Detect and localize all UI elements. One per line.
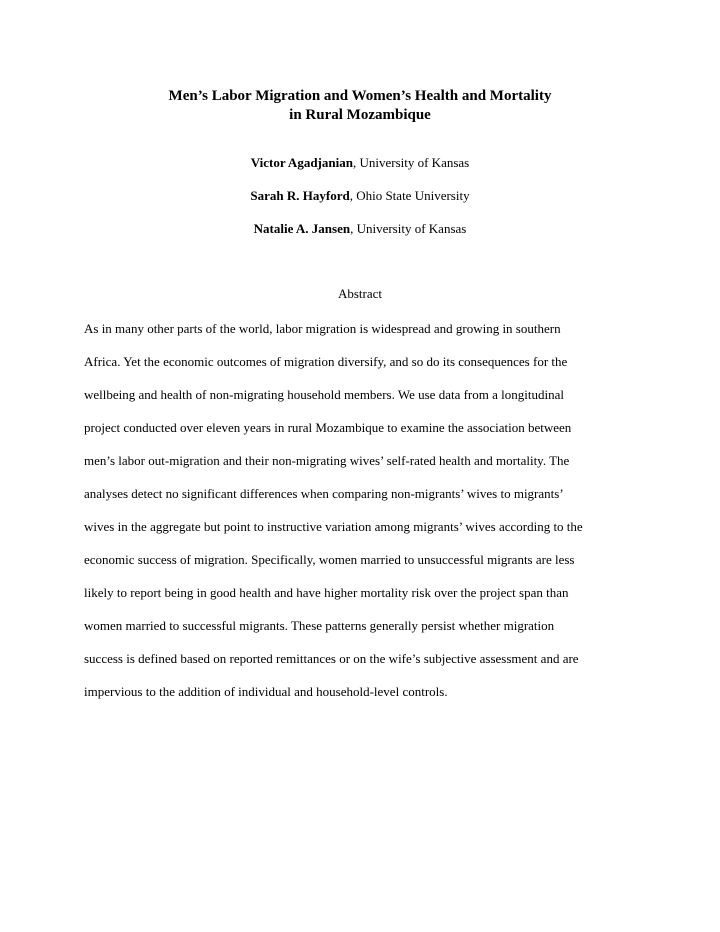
abstract-line: likely to report being in good health and have higher mortality risk over the project span than (84, 585, 569, 600)
author-name: Victor Agadjanian (250, 155, 353, 170)
abstract-line: project conducted over eleven years in rural Mozambique to examine the association between (84, 420, 572, 435)
author-name: Sarah R. Hayford (250, 188, 350, 203)
author-affiliation: , University of Kansas (352, 155, 470, 170)
abstract-line: wives in the aggregate but point to instructive variation among migrants’ wives according to the (84, 519, 583, 534)
abstract-line: analyses detect no significant differences when comparing non-migrants’ wives to migrants’ (84, 486, 564, 501)
paper-title-line-2: in Rural Mozambique (289, 107, 431, 123)
abstract-line: women married to successful migrants. These patterns generally persist whether migration (84, 618, 555, 633)
paper-title-line-1: Men’s Labor Migration and Women’s Health and Mortality (168, 88, 552, 104)
abstract-line: impervious to the addition of individual and household-level controls. (84, 684, 448, 699)
author-line (0, 221, 720, 237)
author-line (0, 155, 720, 171)
abstract-line: Africa. Yet the economic outcomes of migration diversify, and so do its consequences for the (84, 354, 568, 369)
author-affiliation: , University of Kansas (350, 221, 467, 236)
abstract-line: economic success of migration. Specifically, women married to unsuccessful migrants are less (84, 552, 575, 567)
author-name: Natalie A. Jansen (253, 221, 351, 236)
abstract-line: wellbeing and health of non-migrating household members. We use data from a longitudinal (84, 387, 564, 402)
abstract-line: men’s labor out-migration and their non-migrating wives’ self-rated health and mortality. The (84, 453, 570, 468)
abstract-line: As in many other parts of the world, labor migration is widespread and growing in southern (84, 321, 561, 336)
author-affiliation: , Ohio State University (349, 188, 470, 203)
author-line (0, 188, 720, 204)
abstract-line: success is defined based on reported remittances or on the wife’s subjective assessment and are (84, 651, 579, 666)
abstract-heading: Abstract (337, 286, 383, 301)
